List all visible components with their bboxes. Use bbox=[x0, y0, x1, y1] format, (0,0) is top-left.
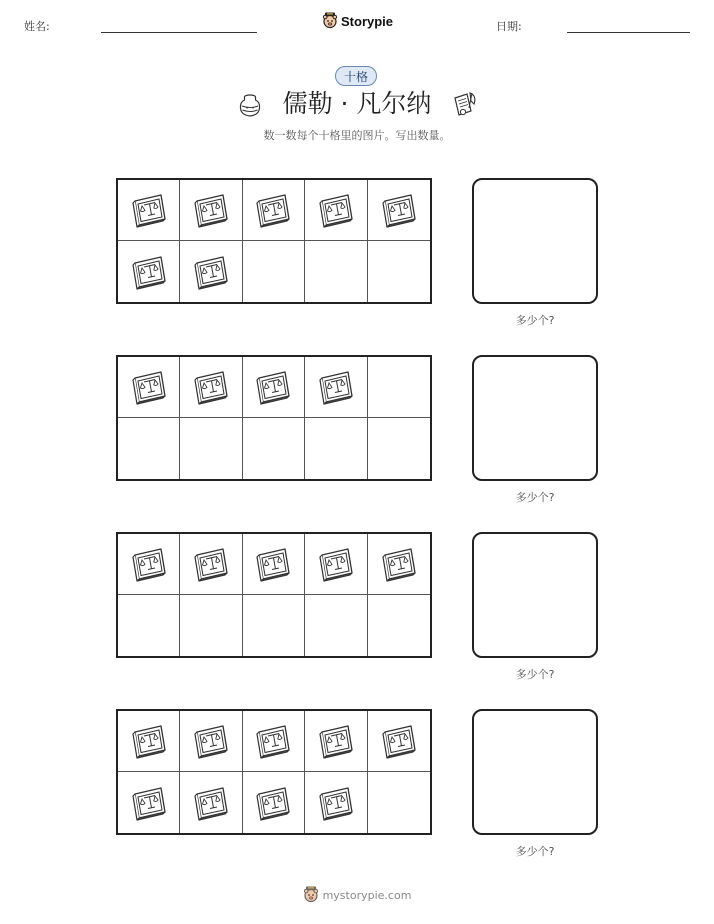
name-label: 姓名: bbox=[24, 20, 50, 33]
frame-cell bbox=[180, 534, 242, 595]
storypie-mascot-icon bbox=[322, 12, 338, 30]
ten-frame bbox=[116, 709, 432, 835]
law-book-icon bbox=[315, 368, 357, 406]
law-book-icon bbox=[315, 784, 357, 822]
law-book-icon bbox=[190, 368, 232, 406]
frame-cell bbox=[368, 418, 430, 479]
footer-url: mystorypie.com bbox=[322, 888, 412, 902]
frame-cell bbox=[368, 534, 430, 595]
frame-cell bbox=[118, 180, 180, 241]
frame-cell bbox=[368, 711, 430, 772]
law-book-icon bbox=[252, 722, 294, 760]
law-book-icon bbox=[128, 545, 170, 583]
frame-cell bbox=[305, 180, 367, 241]
frame-cell bbox=[305, 357, 367, 418]
how-many-label: 多少个? bbox=[515, 491, 555, 504]
ten-frame bbox=[116, 355, 432, 481]
how-many-label: 多少个? bbox=[515, 845, 555, 858]
frame-cell bbox=[305, 418, 367, 479]
answer-box[interactable] bbox=[472, 355, 598, 481]
frame-cell bbox=[368, 595, 430, 656]
frame-cell bbox=[180, 772, 242, 833]
frame-cell bbox=[243, 772, 305, 833]
frame-cell bbox=[180, 180, 242, 241]
law-book-icon bbox=[128, 253, 170, 291]
law-book-icon bbox=[378, 722, 420, 760]
law-book-icon bbox=[315, 545, 357, 583]
law-book-icon bbox=[252, 545, 294, 583]
frame-cell bbox=[118, 241, 180, 302]
frame-cell bbox=[118, 534, 180, 595]
law-book-icon bbox=[128, 191, 170, 229]
frame-cell bbox=[305, 595, 367, 656]
frame-cell bbox=[180, 595, 242, 656]
frame-cell bbox=[305, 241, 367, 302]
frame-cell bbox=[180, 357, 242, 418]
date-line[interactable] bbox=[567, 32, 690, 33]
law-book-icon bbox=[252, 784, 294, 822]
footer bbox=[0, 886, 714, 904]
how-many-label: 多少个? bbox=[515, 314, 555, 327]
law-book-icon bbox=[190, 253, 232, 291]
frame-cell bbox=[243, 418, 305, 479]
law-book-icon bbox=[128, 722, 170, 760]
frame-cell bbox=[305, 711, 367, 772]
how-many-label: 多少个? bbox=[515, 668, 555, 681]
frame-cell bbox=[243, 180, 305, 241]
frame-cell bbox=[243, 357, 305, 418]
frame-cell bbox=[243, 241, 305, 302]
law-book-icon bbox=[190, 784, 232, 822]
frame-cell bbox=[368, 772, 430, 833]
frame-cell bbox=[180, 711, 242, 772]
law-book-icon bbox=[252, 368, 294, 406]
frame-cell bbox=[305, 534, 367, 595]
answer-box[interactable] bbox=[472, 178, 598, 304]
ten-frame bbox=[116, 178, 432, 304]
answer-box[interactable] bbox=[472, 532, 598, 658]
brand bbox=[322, 12, 393, 30]
frame-cell bbox=[180, 418, 242, 479]
storypie-mascot-icon bbox=[303, 886, 319, 904]
frame-cell bbox=[118, 711, 180, 772]
frame-cell bbox=[243, 534, 305, 595]
law-book-icon bbox=[252, 191, 294, 229]
frame-cell bbox=[118, 595, 180, 656]
brand-name: Storypie bbox=[341, 13, 394, 29]
law-book-icon bbox=[190, 722, 232, 760]
frame-cell bbox=[368, 180, 430, 241]
law-book-icon bbox=[315, 722, 357, 760]
frame-cell bbox=[118, 357, 180, 418]
name-line[interactable] bbox=[101, 32, 257, 33]
law-book-icon bbox=[190, 191, 232, 229]
frame-cell bbox=[118, 418, 180, 479]
frame-cell bbox=[243, 711, 305, 772]
frame-cell bbox=[243, 595, 305, 656]
law-book-icon bbox=[378, 191, 420, 229]
frame-cell bbox=[180, 241, 242, 302]
frame-cell bbox=[368, 241, 430, 302]
ten-frame bbox=[116, 532, 432, 658]
scroll-quill-icon bbox=[450, 90, 478, 118]
frame-cell bbox=[305, 772, 367, 833]
title-row bbox=[0, 88, 714, 122]
law-book-icon bbox=[128, 368, 170, 406]
frame-cell bbox=[118, 772, 180, 833]
law-book-icon bbox=[190, 545, 232, 583]
page-title: 儒勒 · 凡尔纳 bbox=[282, 89, 432, 118]
category-badge: 十格 bbox=[335, 66, 377, 86]
law-book-icon bbox=[315, 191, 357, 229]
frame-cell bbox=[368, 357, 430, 418]
law-book-icon bbox=[128, 784, 170, 822]
date-label: 日期: bbox=[496, 20, 522, 33]
answer-box[interactable] bbox=[472, 709, 598, 835]
law-book-icon bbox=[378, 545, 420, 583]
instructions: 数一数每个十格里的图片。写出数量。 bbox=[263, 129, 451, 142]
